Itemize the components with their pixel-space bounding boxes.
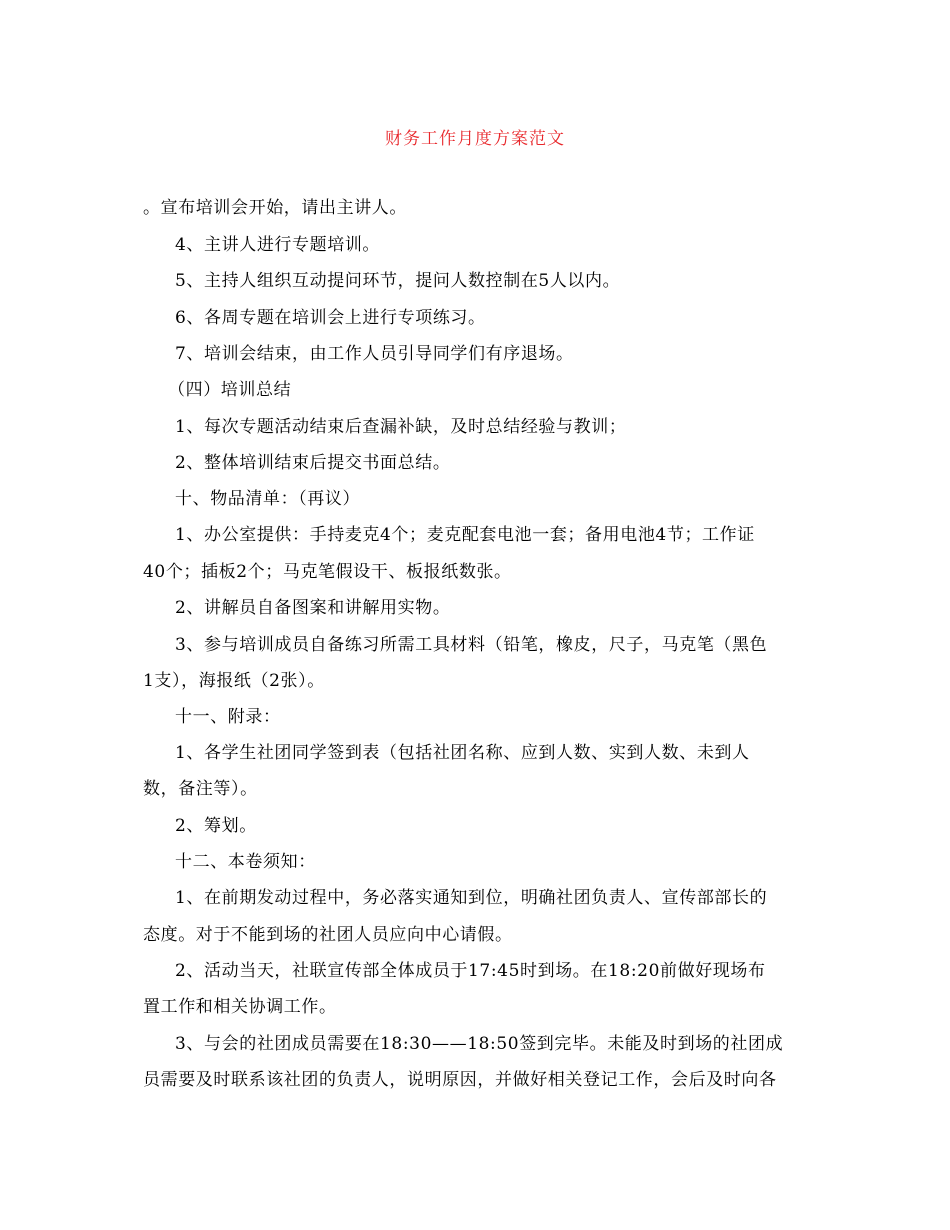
text-line: 1支），海报纸（2张）。 [143, 671, 325, 691]
text-line: 态度。对于不能到场的社团人员应向中心请假。 [143, 925, 513, 945]
text-line: 40个；插板2个；马克笔假设干、板报纸数张。 [143, 562, 512, 582]
text-line: 6、各周专题在培训会上进行专项练习。 [175, 308, 486, 328]
text-line: 1、每次专题活动结束后查漏补缺，及时总结经验与教训； [175, 417, 627, 437]
text-line: 5、主持人组织互动提问环节，提问人数控制在5人以内。 [175, 271, 621, 291]
text-line: 2、活动当天，社联宣传部全体成员于17:45时到场。在18:20前做好现场布 [175, 961, 766, 981]
text-line: 1、办公室提供：手持麦克4个；麦克配套电池一套；备用电池4节；工作证 [175, 525, 755, 545]
text-line: 2、整体培训结束后提交书面总结。 [175, 453, 451, 473]
text-line: 1、各学生社团同学签到表（包括社团名称、应到人数、实到人数、未到人 [175, 743, 750, 763]
text-line: 3、与会的社团成员需要在18:30——18:50签到完毕。未能及时到场的社团成 [175, 1034, 784, 1054]
section-heading: 十一、附录： [175, 707, 281, 727]
text-line: 。宣布培训会开始，请出主讲人。 [143, 198, 407, 218]
text-line: 置工作和相关协调工作。 [143, 997, 337, 1017]
text-line: 1、在前期发动过程中，务必落实通知到位，明确社团负责人、宣传部部长的 [175, 888, 768, 908]
text-line: 2、讲解员自备图案和讲解用实物。 [175, 598, 451, 618]
text-line: 数，备注等）。 [143, 779, 258, 799]
text-line: 7、培训会结束，由工作人员引导同学们有序退场。 [175, 344, 574, 364]
section-heading: （四）培训总结 [168, 380, 292, 400]
text-line: 员需要及时联系该社团的负责人，说明原因，并做好相关登记工作，会后及时向各 [143, 1070, 777, 1090]
text-line: 3、参与培训成员自备练习所需工具材料（铅笔，橡皮，尺子，马克笔（黑色 [175, 635, 768, 655]
document-title: 财务工作月度方案范文 [385, 129, 565, 149]
section-heading: 十、物品清单：（再议） [175, 489, 361, 509]
section-heading: 十二、本卷须知： [175, 852, 316, 872]
text-line: 4、主讲人进行专题培训。 [175, 235, 381, 255]
text-line: 2、筹划。 [175, 816, 257, 836]
